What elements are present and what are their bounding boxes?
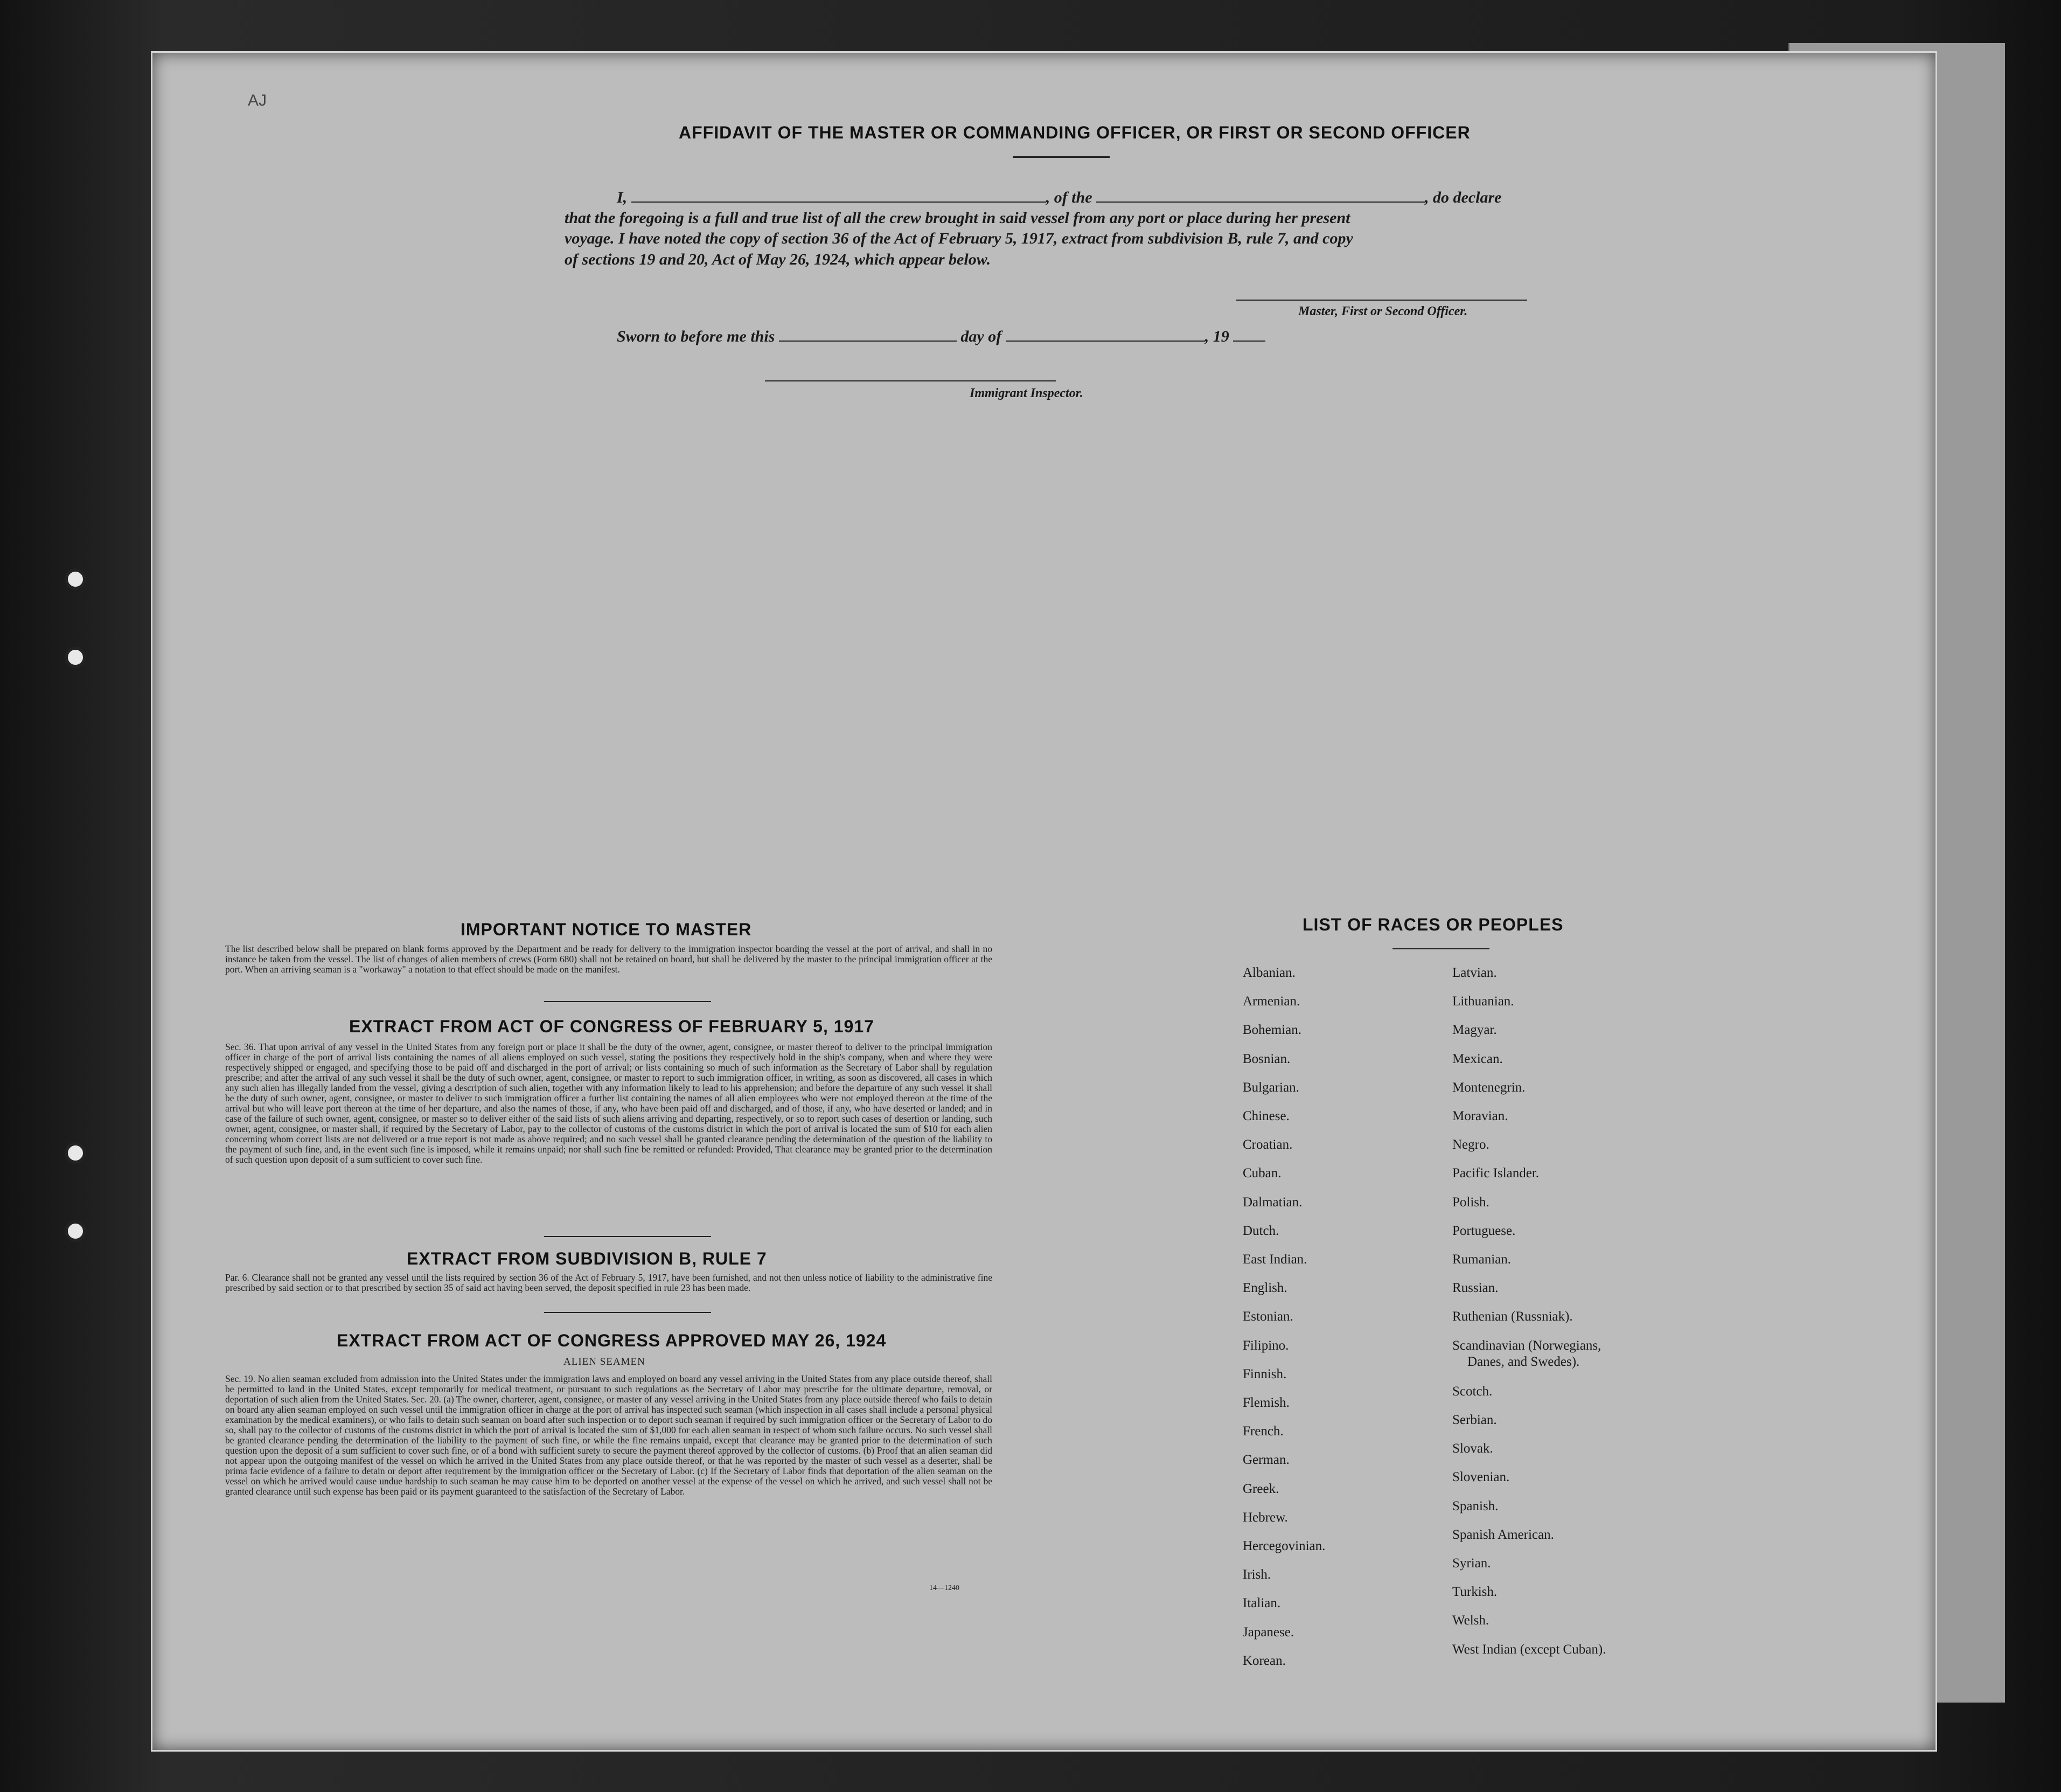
sworn-day-blank[interactable]: [779, 341, 957, 342]
race-item: Scotch.: [1452, 1384, 1493, 1399]
sworn-month-blank[interactable]: [1006, 341, 1205, 342]
race-item: Montenegrin.: [1452, 1080, 1526, 1095]
race-item: English.: [1243, 1281, 1287, 1296]
affidavit-line-3: voyage. I have noted the copy of section 36 of the Act of February 5, 1917, extract from subdivision B, rule 7, and copy: [565, 230, 1353, 247]
race-item: Serbian.: [1452, 1413, 1497, 1427]
race-item: Japanese.: [1243, 1624, 1294, 1640]
race-item: Russian.: [1452, 1281, 1499, 1296]
race-item: Hercegovinian.: [1243, 1539, 1326, 1553]
notice-title: IMPORTANT NOTICE TO MASTER: [461, 920, 752, 939]
extract-1924-title: EXTRACT FROM ACT OF CONGRESS APPROVED MAY 26, 1924: [337, 1331, 887, 1350]
race-item: Spanish.: [1452, 1498, 1499, 1513]
race-item: Pacific Islander.: [1452, 1166, 1540, 1181]
race-item: Croatian.: [1243, 1137, 1293, 1152]
race-item: French.: [1243, 1424, 1284, 1439]
affidavit-line-1: [617, 189, 1501, 207]
race-item: Welsh.: [1452, 1613, 1489, 1628]
race-item: Korean.: [1243, 1653, 1286, 1668]
race-item: Moravian.: [1452, 1109, 1508, 1123]
race-item: Spanish American.: [1452, 1527, 1554, 1542]
sworn-line: [617, 328, 1265, 346]
race-item: Syrian.: [1452, 1556, 1491, 1571]
race-item: Slovak.: [1452, 1441, 1493, 1456]
races-underline: [1392, 948, 1489, 949]
race-item: Armenian.: [1243, 994, 1300, 1009]
race-item: Bosnian.: [1243, 1051, 1291, 1066]
extract-1924-subtitle: ALIEN SEAMEN: [563, 1356, 645, 1367]
race-item: Italian.: [1243, 1596, 1281, 1611]
race-item: East Indian.: [1243, 1252, 1307, 1267]
extract-1917-text: Sec. 36. That upon arrival of any vessel in the United States from any foreign port or place it shall be the duty of the owner, agent, consignee, or master thereof to deliver to the principal immigration officer in charge of the port of arrival lists containing the names of all aliens employed on such vessel, stating the positions they respectively hold in the ship's company, when and where they were respectively shipped or engaged, and specifying those to be paid off and discharged in the port of arrival; or lists containing so much of such information as the Secretary of Labor shall by regulation prescribe; and after the arrival of any such vessel it shall be the duty of such owner, agent, consignee, or master to report to such immigration officer, in writing, as soon as discovered, all cases in which any such alien has illegally landed from the vessel, giving a description of such alien, together with any information likely to lead to his apprehension; and before the departure of any such vessel it shall be the duty of such owner, agent, consignee, or master to deliver to such immigration officer a further list containing the names of all alien employees who were not employed thereon at the time of the arrival but who will leave port thereon at the time of her departure, and also the names of those, if any, who have been paid off and discharged, and of those, if any, who have deserted or landed; and in case of the failure of such owner, agent, consignee, or master so to deliver either of the said lists of such aliens arriving and departing, respectively, or so to report such cases of desertion or landing, such owner, agent, consignee, or master shall, if required by the Secretary of Labor, pay to the collector of customs of the customs district in which the port of arrival is located the sum of $10 for each alien concerning whom correct lists are not delivered or a true report is not made as above required; and no such vessel shall be granted clearance pending the determination of the question of the liability to the payment of such fine, and, in the event such fine is imposed, while it remains unpaid; nor shall such fine be remitted or refunded: Provided, That clearance may be granted prior to the determination of such question upon deposit of a sum sufficient to cover such fine.: [225, 1041, 992, 1165]
inspector-signature-line[interactable]: [765, 380, 1056, 381]
affidavit-line-4: of sections 19 and 20, Act of May 26, 1924, which appear below.: [565, 251, 991, 268]
form-number: 14—1240: [929, 1584, 959, 1592]
race-item: Cuban.: [1243, 1166, 1282, 1181]
race-item: Mexican.: [1452, 1051, 1503, 1066]
race-item: Bulgarian.: [1243, 1080, 1299, 1095]
affidavit-title: AFFIDAVIT OF THE MASTER OR COMMANDING OFFICER, OR FIRST OR SECOND OFFICER: [679, 123, 1471, 142]
divider: [544, 1236, 711, 1237]
race-item: Slovenian.: [1452, 1470, 1510, 1485]
extract-1917-title: EXTRACT FROM ACT OF CONGRESS OF FEBRUARY 5, 1917: [349, 1017, 874, 1036]
affidavit-declare: , do declare: [1425, 189, 1502, 206]
race-item: West Indian (except Cuban).: [1452, 1642, 1606, 1657]
master-signature-line[interactable]: [1236, 300, 1527, 301]
race-item: Lithuanian.: [1452, 994, 1514, 1009]
sworn-year-blank[interactable]: [1233, 341, 1265, 342]
race-item: Polish.: [1452, 1194, 1489, 1210]
race-item: Flemish.: [1243, 1395, 1290, 1410]
race-item: Portuguese.: [1452, 1223, 1516, 1238]
title-underline: [1013, 156, 1110, 158]
year-text: , 19: [1204, 328, 1229, 345]
punch-hole: [65, 568, 86, 590]
race-item: Scandinavian (Norwegians,: [1452, 1338, 1602, 1353]
punch-hole: [65, 1220, 86, 1242]
subdivision-text: Par. 6. Clearance shall not be granted any vessel until the lists required by section 36 of the Act of February 5, 1917, have been furnished, and not then unless notice of liability to the administrative fine prescribed by said section or to that prescribed by section 35 of said act having been served, the deposit specified in rule 23 has been made.: [225, 1272, 992, 1293]
divider: [544, 1312, 711, 1313]
race-item: Bohemian.: [1243, 1023, 1302, 1038]
race-item: Filipino.: [1243, 1338, 1289, 1353]
punch-hole: [65, 1142, 86, 1164]
extract-1924-text: Sec. 19. No alien seaman excluded from admission into the United States under the immigration laws and employed on board any vessel arriving in the United States from any place outside thereof, shall be permitted to land in the United States, except temporarily for medical treatment, or pursuant to such regulations as the Secretary of Labor may prescribe for the ultimate departure, removal, or deportation of such alien from the United States. Sec. 20. (a) The owner, charterer, agent, consignee, or master of any vessel arriving in the United States from any place outside thereof who fails to detain on board any alien seaman employed on such vessel until the immigration officer in charge at the port of arrival has inspected such seaman (which inspection in all cases shall include a personal physical examination by the medical examiners), or who fails to detain such seaman on board after such inspection or to deport such seaman if required by such immigration officer or the Secretary of Labor to do so, shall pay to the collector of customs of the customs district in which the port of arrival is located the sum of $1,000 for each alien seaman in respect of whom such failure occurs. No such vessel shall be granted clearance pending the determination of the liability to the payment of such fine, or while the fine remains unpaid, except that clearance may be granted prior to the determination of such question upon the deposit of a sum sufficient to cover such fine, or of a bond with sufficient surety to secure the payment thereof approved by the collector of customs. (b) Proof that an alien seaman did not appear upon the outgoing manifest of the vessel on which he arrived in the United States from any place outside thereof, or that he was reported by the master of such vessel as a deserter, shall be prima facie evidence of a failure to detain or deport after requirement by the immigration officer or the Secretary of Labor. (c) If the Secretary of Labor finds that deportation of the alien seaman on the vessel on which he arrived would cause undue hardship to such seaman he may cause him to be deported on another vessel at the expense of the vessel on which he arrived, and such vessel shall not be granted clearance until such expense has been paid or its payment guaranteed to the satisfaction of the Secretary of Labor.: [225, 1373, 992, 1497]
race-item: German.: [1243, 1453, 1290, 1468]
race-item: Chinese.: [1243, 1109, 1290, 1123]
name-blank[interactable]: [631, 202, 1046, 203]
race-item: Hebrew.: [1243, 1510, 1288, 1525]
day-of-text: day of: [960, 328, 1002, 345]
race-item: Finnish.: [1243, 1366, 1287, 1381]
race-item: Estonian.: [1243, 1309, 1293, 1324]
race-item: Latvian.: [1452, 966, 1497, 980]
inspector-caption: Immigrant Inspector.: [970, 386, 1083, 400]
race-item: Greek.: [1243, 1481, 1279, 1496]
race-item: Negro.: [1452, 1137, 1489, 1152]
race-item: Rumanian.: [1452, 1252, 1512, 1267]
notice-text: The list described below shall be prepared on blank forms approved by the Department and be ready for delivery to the immigration inspector boarding the vessel at the port of arrival, and shall in no instance be taken from the vessel. The list of changes of alien members of crews (Form 680) shall not be retained on board, but shall be delivered by the master to the principal immigration officer at the port. When an arriving seaman is a "workaway" a notation to that effect should be made on the manifest.: [225, 943, 992, 975]
affidavit-line-2: that the foregoing is a full and true list of all the crew brought in said vessel from any port or place during her present: [565, 209, 1350, 227]
divider: [544, 1001, 711, 1002]
race-item: Turkish.: [1452, 1585, 1498, 1600]
subdivision-title: EXTRACT FROM SUBDIVISION B, RULE 7: [407, 1249, 767, 1268]
race-item: Danes, and Swedes).: [1467, 1354, 1580, 1369]
races-title: LIST OF RACES OR PEOPLES: [1303, 915, 1564, 934]
affidavit-of-the: , of the: [1046, 189, 1092, 206]
race-item: Albanian.: [1243, 966, 1296, 980]
page-code: AJ: [248, 92, 267, 109]
race-item: Dutch.: [1243, 1223, 1279, 1238]
master-caption: Master, First or Second Officer.: [1298, 304, 1468, 318]
race-item: Ruthenian (Russniak).: [1452, 1309, 1573, 1324]
race-item: Dalmatian.: [1243, 1194, 1303, 1210]
race-item: Magyar.: [1452, 1023, 1497, 1038]
sworn-text: Sworn to before me this: [617, 328, 775, 345]
race-item: Irish.: [1243, 1567, 1271, 1582]
punch-hole: [65, 647, 86, 668]
vessel-blank[interactable]: [1096, 202, 1425, 203]
affidavit-i: I,: [617, 189, 628, 206]
